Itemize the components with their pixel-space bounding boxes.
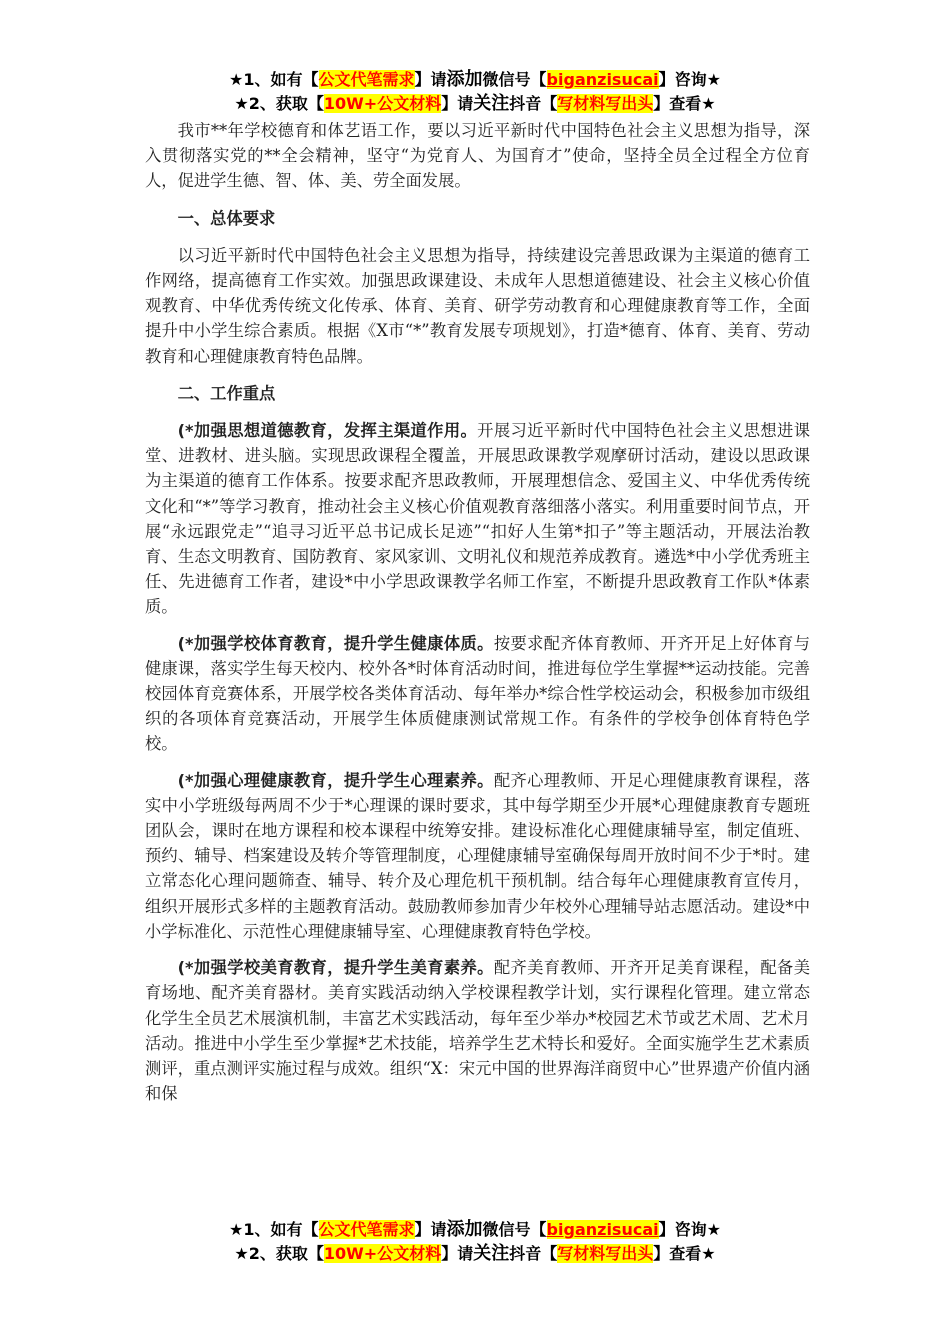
banner-text: 抖音【 — [509, 1244, 558, 1263]
section-heading-1: 一、总体要求 — [177, 208, 276, 228]
banner-text: ★1、如有【 — [229, 1220, 319, 1239]
subsection-body: 配齐心理教师、开足心理健康教育课程，落实中小学班级每两周不少于*心理课的课时要求，其中每学期至少开展*心理健康教育专题班团队会，课时在地方课程和校本课程中统筹安排。建设标准化心理健康辅导室，制定值班、预约、辅导、档案建设及转介等管理制度，心理健康辅导室确保每周开放时间不少于*时。建立常态化心理问题筛查、辅导、转介及心理危机干预机制。结合每年心理健康教育宣传月，组织开展形式多样的主题教育活动。鼓励教师参加青少年校外心理辅导站志愿活动。建设*中小学标准化、示范性心理健康辅导室、心理健康教育特色学校。 — [145, 770, 810, 941]
banner-line-1 — [0, 1218, 950, 1242]
banner-highlight: 公文代笔需求 — [318, 1220, 415, 1239]
banner-text: 】请 — [441, 94, 474, 113]
aesthetic-education-paragraph — [145, 955, 810, 1106]
subsection-body: 开展习近平新时代中国特色社会主义思想进课堂、进教材、进头脑。实现思政课程全覆盖，开展思政课教学观摩研讨活动，建设以思政课为主渠道的德育工作体系。按要求配齐思政教师，开展理想信念、爱国主义、中华优秀传统文化和“*”等学习教育，推动社会主义核心价值观教育落细落小落实。利用重要时间节点，开展“永远跟党走”“追寻习近平总书记成长足迹”“扣好人生第*扣子”等主题活动，开展法治教育、生态文明教育、国防教育、家风家训、文明礼仪和规范养成教育。遴选*中小学优秀班主任、先进德育工作者，建设*中小学思政课教学名师工作室，不断提升思政教育工作队*体素质。 — [145, 421, 810, 617]
pe-paragraph — [145, 631, 810, 757]
banner-text: ★2、获取【 — [234, 94, 324, 113]
banner-text: 】请 — [414, 1220, 447, 1239]
document-body — [145, 118, 810, 1106]
banner-highlight: 10W+公文材料 — [323, 1244, 442, 1263]
banner-highlight: 写材料写出头 — [557, 94, 654, 113]
banner-text: 】咨询★ — [658, 1220, 721, 1239]
banner-wechat-id: biganzisucai — [546, 1220, 659, 1239]
header-banner — [0, 68, 950, 116]
banner-highlight: 写材料写出头 — [557, 1244, 654, 1263]
subsection-lead: (*加强思想道德教育，发挥主渠道作用。 — [177, 421, 478, 441]
banner-text: 】查看★ — [653, 1244, 716, 1263]
general-requirements-paragraph: 以习近平新时代中国特色社会主义思想为指导，持续建设完善思政课为主渠道的德育工作网络，提高德育工作实效。加强思政课建设、未成年人思想道德建设、社会主义核心价值观教育、中华优秀传统文化传承、体育、美育、研学劳动教育和心理健康教育等工作，全面提升中小学生综合素质。根据《X市“*”教育发展专项规划》，打造*德育、体育、美育、劳动教育和心理健康教育特色品牌。 — [145, 245, 810, 366]
banner-wechat-id: biganzisucai — [546, 70, 659, 89]
subsection-lead: (*加强心理健康教育，提升学生心理素养。 — [177, 770, 494, 790]
mental-health-paragraph — [145, 768, 810, 944]
banner-highlight: 10W+公文材料 — [323, 94, 442, 113]
banner-line-2 — [0, 92, 950, 116]
banner-line-2 — [0, 1242, 950, 1266]
banner-text: 】咨询★ — [658, 70, 721, 89]
subsection-lead: (*加强学校美育教育，提升学生美育素养。 — [177, 958, 494, 978]
section-heading-2: 二、工作重点 — [177, 383, 276, 403]
banner-text: 】请 — [441, 1244, 474, 1263]
banner-emphasis: 关注 — [473, 1243, 510, 1264]
banner-highlight: 公文代笔需求 — [318, 70, 415, 89]
subsection-body: 按要求配齐体育教师、开齐开足上好体育与健康课，落实学生每天校内、校外各*时体育活动时间，推进每位学生掌握**运动技能。完善校园体育竞赛体系，开展学校各类体育活动、每年举办*综合性学校运动会，积极参加市级组织的各项体育竞赛活动，开展学生体质健康测试常规工作。有条件的学校争创体育特色学校。 — [145, 633, 810, 754]
banner-text: ★1、如有【 — [229, 70, 319, 89]
banner-emphasis: 添加 — [446, 69, 483, 90]
banner-text: 】请 — [414, 70, 447, 89]
banner-line-1 — [0, 68, 950, 92]
banner-text: 抖音【 — [509, 94, 558, 113]
subsection-lead: (*加强学校体育教育，提升学生健康体质。 — [177, 633, 494, 653]
intro-paragraph: 我市**年学校德育和体艺语工作，要以习近平新时代中国特色社会主义思想为指导，深入贯彻落实党的**全会精神，坚守“为党育人、为国育才”使命，坚持全员全过程全方位育人，促进学生德、智、体、美、劳全面发展。 — [145, 121, 810, 191]
footer-banner — [0, 1218, 950, 1266]
moral-education-paragraph — [145, 418, 810, 620]
banner-emphasis: 关注 — [473, 93, 510, 114]
banner-text: ★2、获取【 — [234, 1244, 324, 1263]
banner-text: 微信号【 — [482, 1220, 547, 1239]
banner-emphasis: 添加 — [446, 1219, 483, 1240]
subsection-body: 配齐美育教师、开齐开足美育课程，配备美育场地、配齐美育器材。美育实践活动纳入学校课程教学计划，实行课程化管理。建立常态化学生全员艺术展演机制，丰富艺术实践活动，每年至少举办*校园艺术节或艺术周、艺术月活动。推进中小学生至少掌握*艺术技能，培养学生艺术特长和爱好。全面实施学生艺术素质测评，重点测评实施过程与成效。组织“X：宋元中国的世界海洋商贸中心”世界遗产价值内涵和保 — [145, 958, 810, 1104]
banner-text: 】查看★ — [653, 94, 716, 113]
banner-text: 微信号【 — [482, 70, 547, 89]
